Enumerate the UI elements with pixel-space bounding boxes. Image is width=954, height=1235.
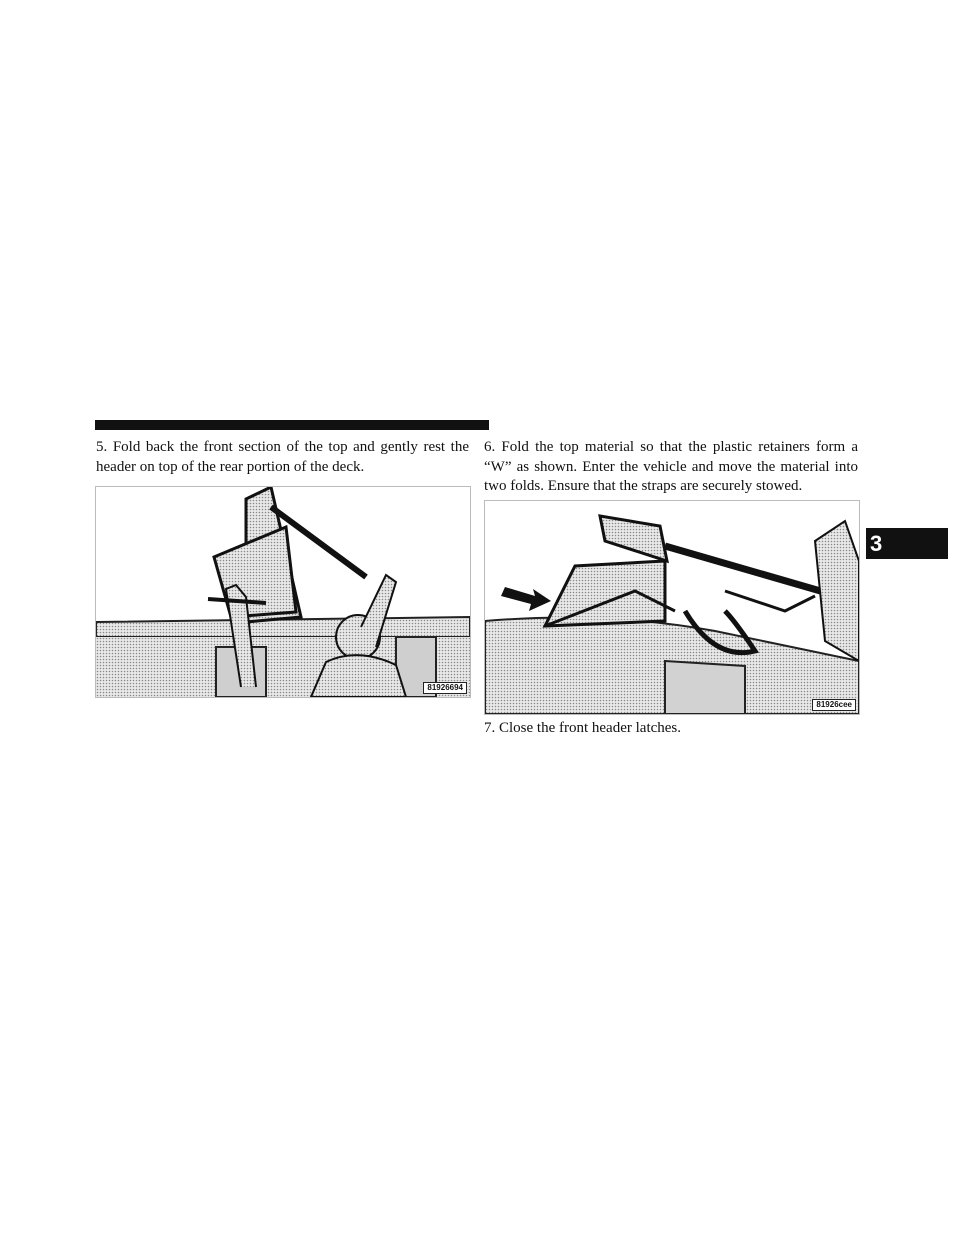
fold-front-section-illustration xyxy=(96,487,470,697)
step-6-text: 6. Fold the top material so that the plastic retainers form a “W” as shown. Enter the vehicle and move the material into two folds. Ensure that the straps are securely stowed. xyxy=(484,439,858,494)
figure-id-label: 81926694 xyxy=(423,682,467,694)
step-7-text: 7. Close the front header latches. xyxy=(484,720,682,736)
figure-w-fold xyxy=(484,500,860,715)
figure-fold-front-section xyxy=(95,486,471,698)
section-header-rule xyxy=(95,420,489,430)
chapter-tab: 3 xyxy=(866,528,948,559)
step-5-text: 5. Fold back the front section of the top and gently rest the header on top of the rear portion of the deck. xyxy=(96,439,469,475)
figure-id-label: 81926cee xyxy=(812,699,856,711)
w-fold-illustration xyxy=(485,501,859,714)
